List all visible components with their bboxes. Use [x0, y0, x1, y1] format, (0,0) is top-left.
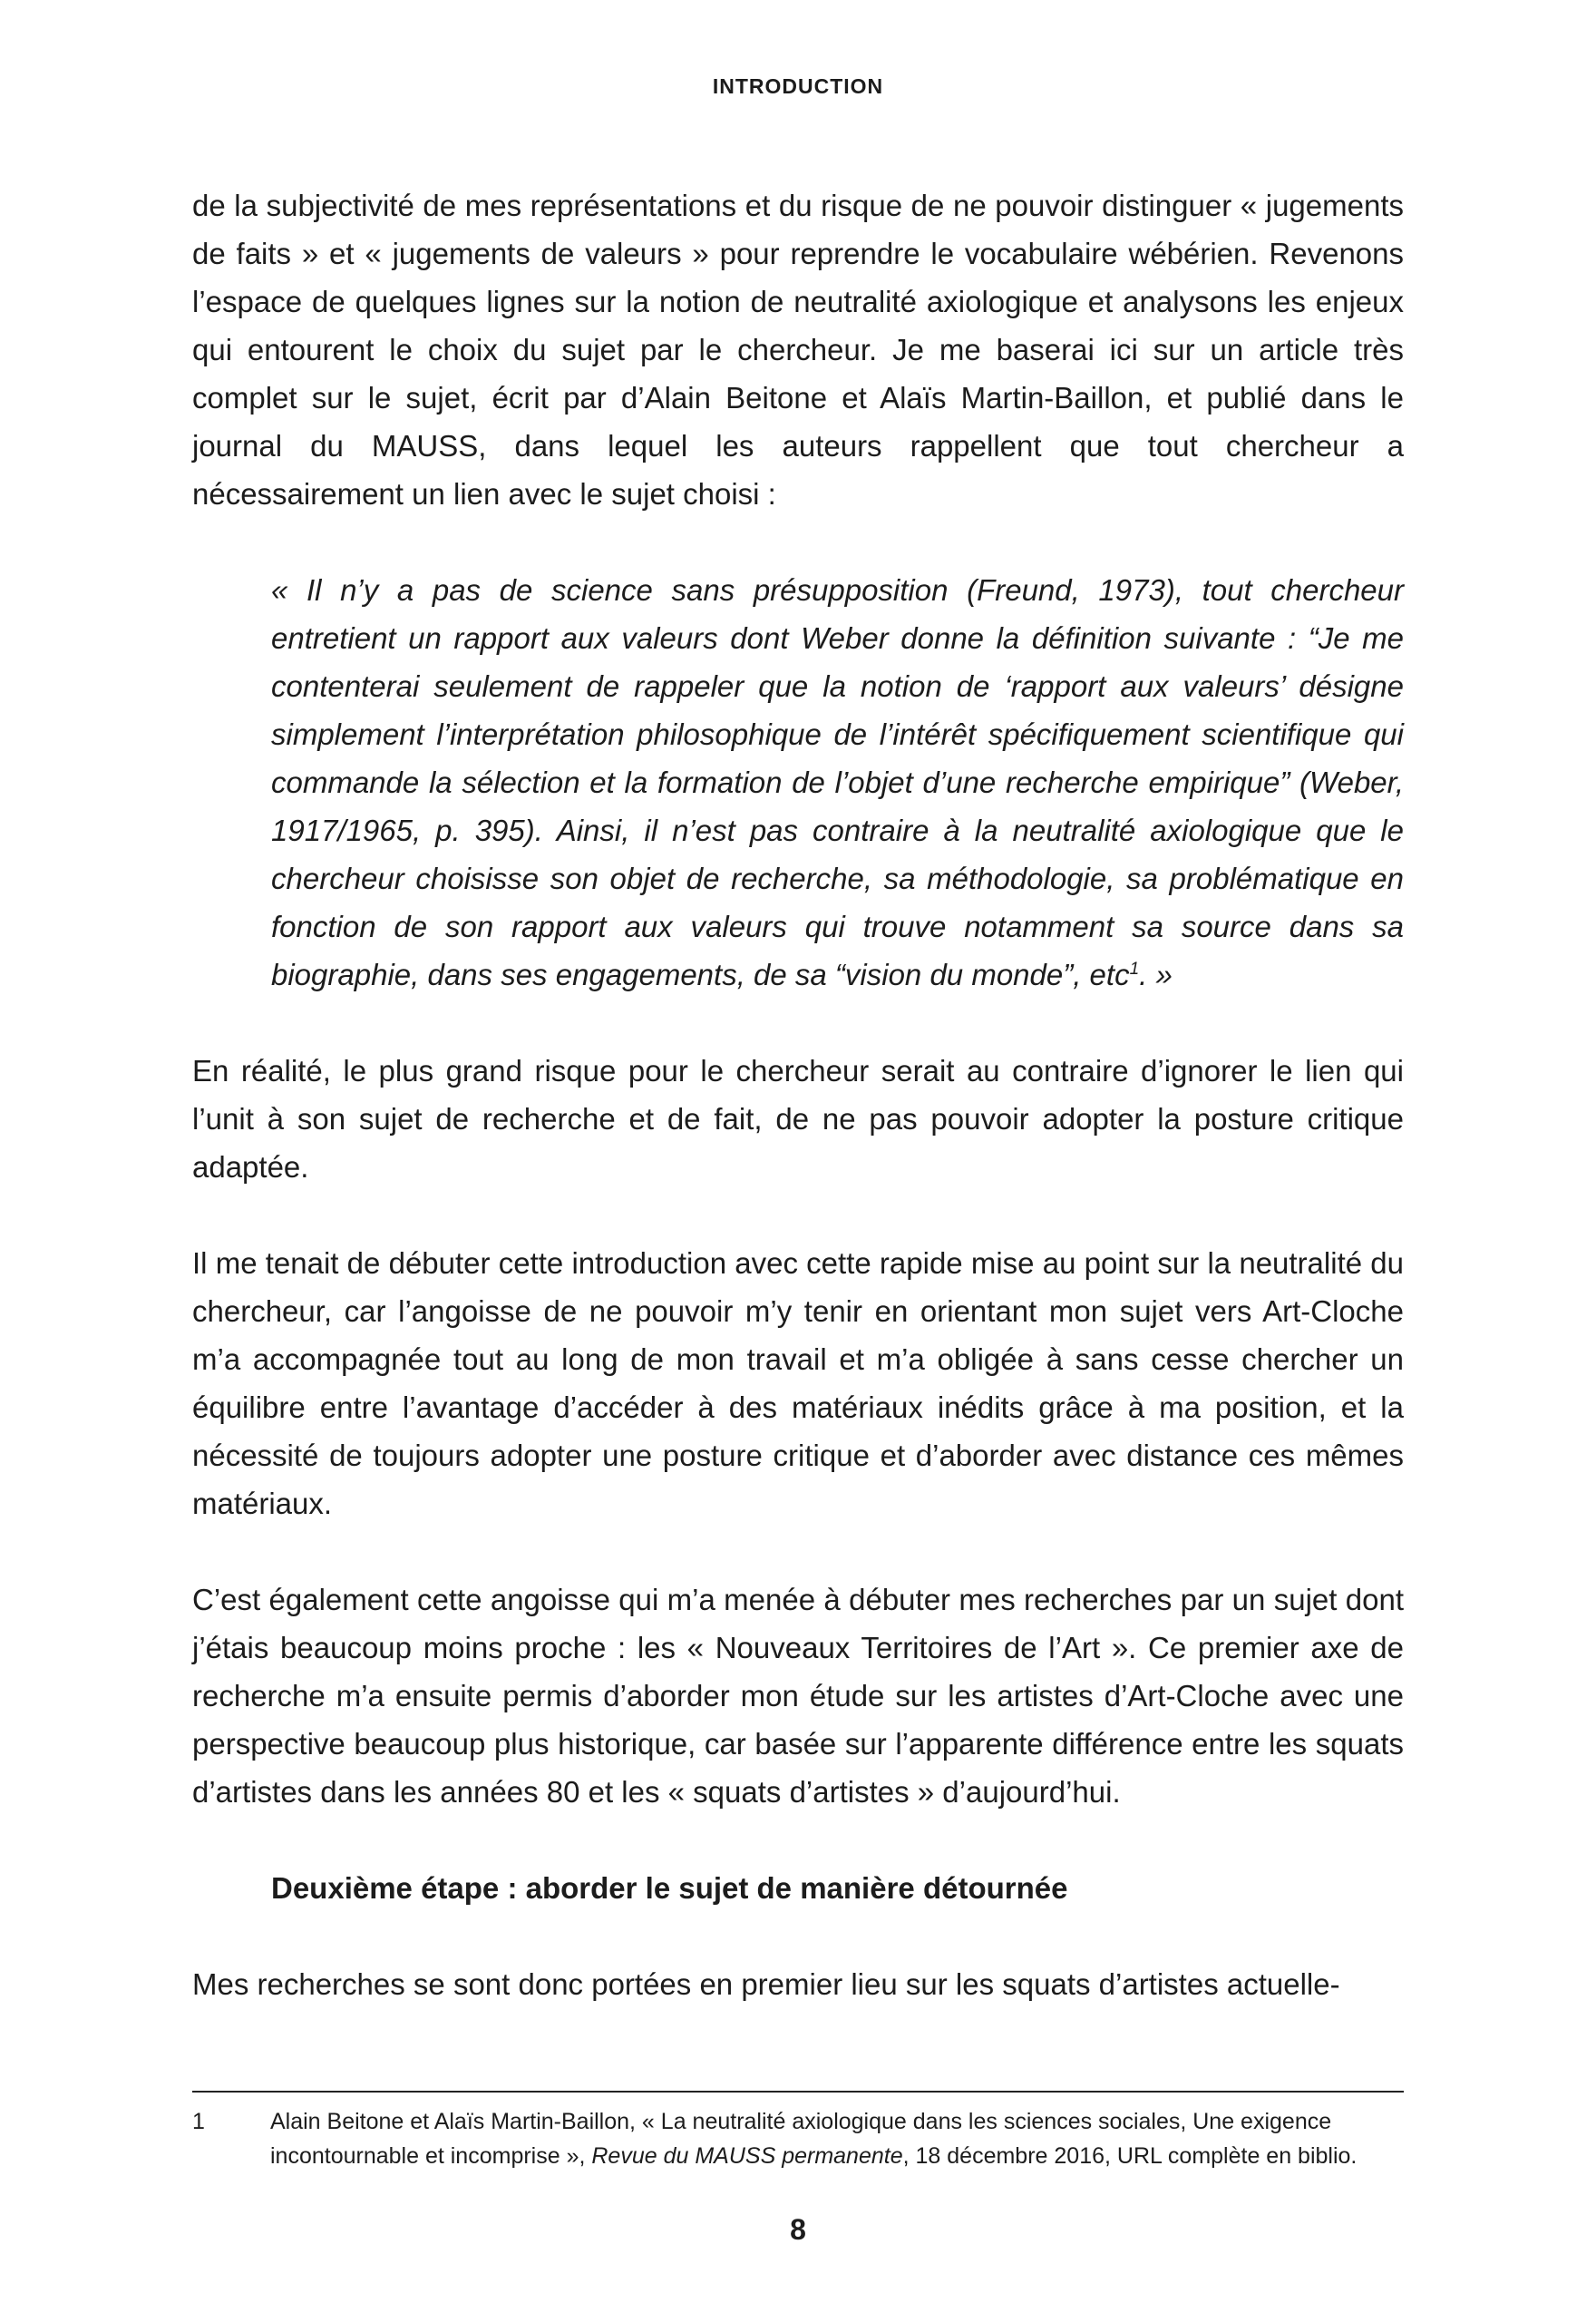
- body-text: [192, 181, 1404, 2008]
- footnote: [192, 2104, 1404, 2173]
- quote-closing: . »: [1139, 958, 1173, 991]
- section-subheading: Deuxième étape : aborder le sujet de manière détournée: [271, 1871, 1068, 1905]
- footnote-divider: [192, 2091, 1404, 2093]
- footnote-journal-title: Revue du MAUSS permanente: [591, 2143, 903, 2169]
- footnote-text: [270, 2104, 1404, 2173]
- footnote-text-after: , 18 décembre 2016, URL complète en biblio.: [902, 2143, 1358, 2169]
- paragraph-4: C’est également cette angoisse qui m’a menée à débuter mes recherches par un sujet dont j’étais beaucoup moins proche : les « Nouveaux Territoires de l’Art ». Ce premier axe de recherche m’a ensuite permis d’aborder mon étude sur les artistes d’Art-Cloche avec une perspective beaucoup plus historique, car basée sur l’apparente différence entre les squats d’artistes dans les années 80 et les « squats d’artistes » d’aujourd’hui.: [192, 1583, 1404, 1809]
- paragraph-2: En réalité, le plus grand risque pour le chercheur serait au contraire d’ignorer le lien qui l’unit à son sujet de recherche et de fait, de ne pas pouvoir adopter la posture critique adaptée.: [192, 1054, 1404, 1184]
- page-number: 8: [790, 2213, 806, 2246]
- block-quote: [271, 566, 1404, 999]
- paragraph-5: Mes recherches se sont donc portées en premier lieu sur les squats d’artistes actuelle-: [192, 1967, 1340, 2001]
- footnote-number: 1: [192, 2109, 205, 2134]
- footnote-text-before: Alain Beitone et Alaïs Martin-Baillon, « La neutralité axiologique dans les sciences sociales, Une exigence incontournable et incomprise »,: [270, 2109, 1332, 2169]
- footnote-reference[interactable]: 1: [1129, 960, 1140, 979]
- paragraph-3: Il me tenait de débuter cette introduction avec cette rapide mise au point sur la neutralité du chercheur, car l’angoisse de ne pouvoir m’y tenir en orientant mon sujet vers Art-Cloche m’a accompagnée tout au long de mon travail et m’a obligée à sans cesse chercher un équilibre entre l’avantage d’accéder à des matériaux inédits grâce à ma position, et la nécessité de toujours adopter une posture critique et d’aborder avec distance ces mêmes matériaux.: [192, 1246, 1404, 1520]
- quote-text: « Il n’y a pas de science sans présupposition (Freund, 1973), tout chercheur entretient un rapport aux valeurs dont Weber donne la définition suivante : “Je me contenterai seulement de rappeler que la notion de ‘rapport aux valeurs’ désigne simplement l’interprétation philosophique de l’intérêt spécifiquement scientifique qui commande la sélection et la formation de l’objet d’une recherche empirique” (Weber, 1917/1965, p. 395). Ainsi, il n’est pas contraire à la neutralité axiologique que le chercheur choisisse son objet de recherche, sa méthodologie, sa problématique en fonction de son rapport aux valeurs qui trouve notamment sa source dans sa biographie, dans ses engagements, de sa “vision du monde”, etc: [271, 573, 1404, 991]
- running-header: INTRODUCTION: [712, 74, 884, 98]
- paragraph-1: de la subjectivité de mes représentations et du risque de ne pouvoir distinguer « jugements de faits » et « jugements de valeurs » pour reprendre le vocabulaire wébérien. Revenons l’espace de quelques lignes sur la notion de neutralité axiologique et analysons les enjeux qui entourent le choix du sujet par le chercheur. Je me baserai ici sur un article très complet sur le sujet, écrit par d’Alain Beitone et Alaïs Martin-Baillon, et publié dans le journal du MAUSS, dans lequel les auteurs rappellent que tout chercheur a nécessairement un lien avec le sujet choisi :: [192, 189, 1404, 511]
